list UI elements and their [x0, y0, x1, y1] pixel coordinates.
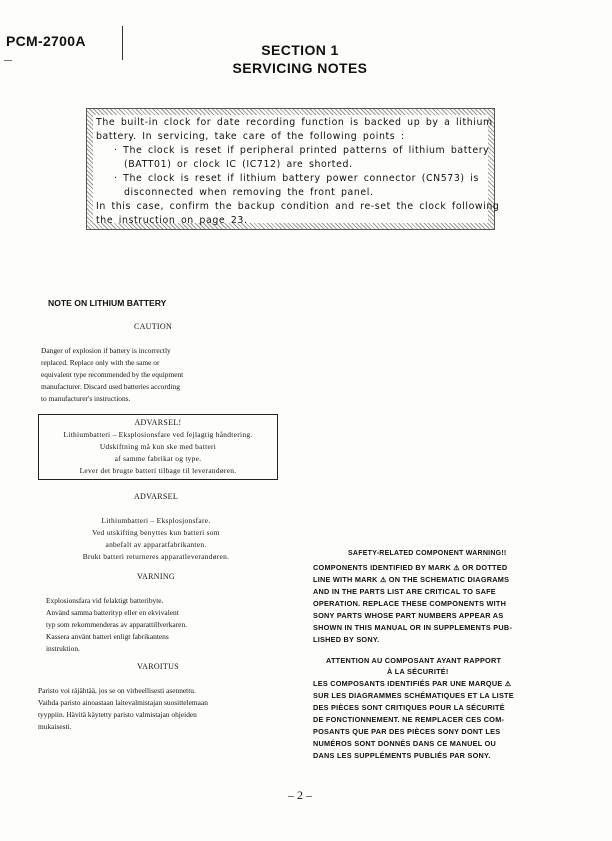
safety-fr-line: DANS LES SUPPLÉMENTS PUBLIÉS PAR SONY. [313, 751, 491, 760]
swedish-line: Explosionsfara vid felaktigt batteribyte. [46, 596, 164, 605]
safety-line: AND IN THE PARTS LIST ARE CRITICAL TO SAFE [313, 587, 496, 596]
note-line: The built-in clock for date recording function is backed up by a lithium [96, 117, 493, 128]
swedish-title: VARNING [137, 572, 175, 581]
danish-line: Udskiftning må kun ske med batteri [99, 442, 217, 451]
swedish-line: Använd samma batterityp eller en ekvivalent [46, 608, 179, 617]
caution-line: Danger of explosion if battery is incorrectly [41, 346, 171, 355]
warning-triangle-icon: ⚠ [379, 577, 387, 584]
note-line: In this case, confirm the backup condition and re-set the clock following [96, 201, 500, 212]
safety-title: SAFETY-RELATED COMPONENT WARNING!! [348, 550, 507, 557]
danish-line: Lithiumbatteri – Eksplosionsfare ved fejlagtig håndtering. [63, 430, 253, 439]
note-line: · The clock is reset if peripheral printed patterns of lithium battery [114, 145, 490, 156]
finnish-line: tyyppiin. Hävitä käytetty paristo valmistajan ohjeiden [38, 710, 197, 719]
section-title: SERVICING NOTES [232, 60, 368, 76]
header-divider [122, 26, 123, 60]
safety-line: SONY PARTS WHOSE PART NUMBERS APPEAR AS [313, 611, 504, 620]
danish-line: af samme fabrikat og type. [114, 454, 202, 463]
lithium-heading: NOTE ON LITHIUM BATTERY [48, 298, 167, 308]
swedish-line: instruktion. [46, 644, 80, 653]
safety-line: COMPONENTS IDENTIFIED BY MARK ⚠ OR DOTTED [313, 563, 508, 572]
note-line: battery. In servicing, take care of the following points : [96, 131, 405, 142]
note-line: · The clock is reset if lithium battery power connector (CN573) is [114, 173, 479, 184]
section-number: SECTION 1 [261, 42, 339, 58]
warning-triangle-icon: ⚠ [504, 681, 512, 688]
note-line: (BATT01) or clock IC (IC712) are shorted. [124, 159, 353, 170]
swedish-line: Kassera använt batteri enligt fabrikantens [46, 632, 169, 641]
safety-fr-line: LES COMPOSANTS IDENTIFIÉS PAR UNE MARQUE ⚠ [313, 679, 512, 688]
safety-fr-line: SUR LES DIAGRAMMES SCHÉMATIQUES ET LA LISTE [313, 691, 514, 700]
safety-fr-line: DE FONCTIONNEMENT. NE REMPLACER CES COM- [313, 715, 505, 724]
danish-title: ADVARSEL! [134, 418, 182, 427]
caution-line: equivalent type recommended by the equipment [41, 370, 184, 379]
caution-title: CAUTION [133, 322, 173, 331]
norwegian-line: Ved utskifting benyttes kun batteri som [92, 528, 220, 537]
note-line: the instruction on page 23. [96, 215, 248, 226]
safety-line: SHOWN IN THIS MANUAL OR IN SUPPLEMENTS PUB- [313, 623, 513, 632]
safety-fr-title: ATTENTION AU COMPOSANT AYANT RAPPORT [326, 656, 502, 665]
finnish-line: Vaihda paristo ainoastaan laitevalmistajan suosittelemaan [38, 698, 208, 707]
safety-fr-line: DES PIÈCES SONT CRITIQUES POUR LA SÉCURITÉ [313, 703, 505, 712]
header-tick [4, 60, 12, 61]
danish-line: Lever det brugte batteri tilbage til leverandøren. [79, 466, 237, 475]
safety-fr-title: À LA SÉCURITÉ! [387, 667, 449, 676]
warning-triangle-icon: ⚠ [453, 565, 460, 572]
safety-line: LINE WITH MARK ⚠ ON THE SCHEMATIC DIAGRAMS [313, 575, 510, 584]
safety-fr-line: POSANTS QUE PAR DES PIÈCES SONY DONT LES [313, 727, 501, 736]
caution-line: manufacturer. Discard used batteries according [41, 382, 180, 391]
norwegian-line: Brukt batteri returneres apparatleverandøren. [82, 552, 230, 561]
norwegian-line: anbefalt av apparatfabrikanten. [105, 540, 207, 549]
safety-line: LISHED BY SONY. [313, 635, 380, 644]
page-number: – 2 – [288, 788, 312, 802]
norwegian-line: Lithiumbatteri – Eksplosjonsfare. [101, 516, 211, 525]
caution-line: replaced. Replace only with the same or [41, 358, 160, 367]
caution-line: to manufacturer's instructions. [41, 394, 131, 403]
swedish-line: typ som rekommenderas av apparattillverkaren. [46, 620, 187, 629]
clock-note-body [93, 115, 500, 226]
model-number: PCM-2700A [6, 33, 86, 49]
safety-line: OPERATION. REPLACE THESE COMPONENTS WITH [313, 599, 507, 608]
finnish-title: VAROITUS [137, 662, 179, 671]
finnish-line: Paristo voi räjähtää, jos se on virheellisesti asennettu. [38, 686, 196, 695]
clock-note-box [86, 108, 500, 230]
finnish-line: mukaisesti. [38, 722, 72, 731]
note-line: disconnected when removing the front panel. [124, 187, 374, 198]
norwegian-title: ADVARSEL [133, 492, 179, 501]
safety-fr-line: NUMÉROS SONT DONNÉS DANS CE MANUEL OU [313, 739, 497, 748]
